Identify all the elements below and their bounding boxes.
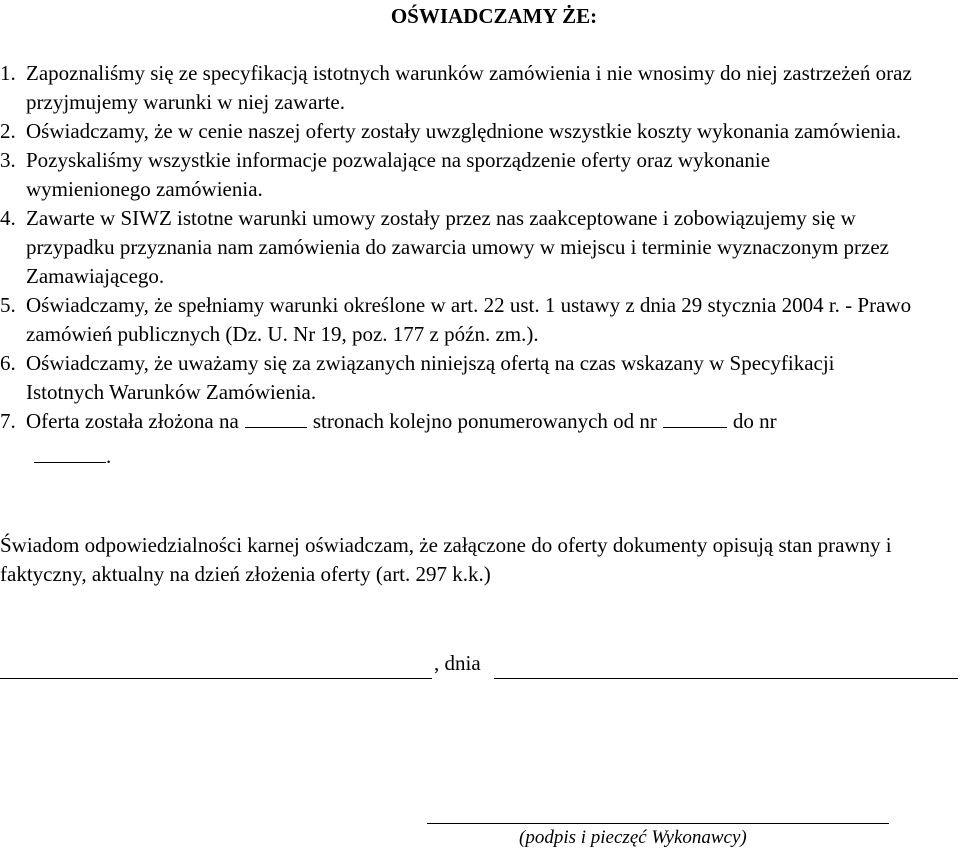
page-from-field[interactable] [663,407,727,428]
item-continuation [26,436,955,471]
declarations-list [0,59,955,471]
liability-statement: Świadom odpowiedzialności karnej oświadczam, że załączone do oferty dokumenty opisują stan prawny i faktyczny, aktualny na dzień złożenia oferty (art. 297 k.k.) [0,533,892,586]
item-text: do nr [732,409,777,433]
signature-field[interactable] [427,823,889,824]
item-number: 7. [0,409,16,433]
item-text: Zawarte w SIWZ istotne warunki umowy zostały przez nas zaakceptowane i zobowiązujemy się w przypadku przyznania nam zamówienia do zawarcia umowy w miejscu i terminie wyznaczonym przez Zamawiającego. [26,206,889,288]
place-date-row [0,649,960,681]
item-number: 4. [0,206,16,230]
date-field[interactable] [494,678,958,679]
list-item [0,117,955,146]
item-text: Pozyskaliśmy wszystkie informacje pozwalające na sporządzenie oferty oraz wykonanie wymienionego zamówienia. [26,148,771,201]
list-item [0,291,955,349]
item-end: . [106,444,112,468]
item-number: 3. [0,148,16,172]
item-text: Oferta została złożona na [26,409,239,433]
item-number: 6. [0,351,16,375]
date-label: , dnia [434,651,481,675]
list-item [0,204,955,291]
item-text: Oświadczamy, że spełniamy warunki określone w art. 22 ust. 1 ustawy z dnia 29 stycznia 2004 r. - Prawo zamówień publicznych (Dz. U. Nr 19, poz. 177 z późn. zm.). [26,293,912,346]
list-item [0,349,955,407]
place-field[interactable] [0,678,432,679]
list-item-pages [0,407,955,471]
page-title: OŚWIADCZAMY ŻE: [390,4,598,28]
item-number: 5. [0,293,16,317]
item-text: stronach kolejno ponumerowanych od nr [312,409,657,433]
item-text: Oświadczamy, że uważamy się za związanych niniejszą ofertą na czas wskazany w Specyfikacji Istotnych Warunków Zamówienia. [26,351,835,404]
item-number: 2. [0,119,16,143]
item-text: Zapoznaliśmy się ze specyfikacją istotnych warunków zamówienia i nie wnosimy do niej zastrzeżeń oraz przyjmujemy warunki w niej zawarte. [26,61,912,114]
signature-caption: (podpis i pieczęć Wykonawcy) [519,827,747,848]
list-item [0,59,955,117]
item-text: Oświadczamy, że w cenie naszej oferty zostały uwzględnione wszystkie koszty wykonania zamówienia. [26,119,902,143]
item-number: 1. [0,61,16,85]
pages-count-field[interactable] [245,407,307,428]
list-item [0,146,955,204]
page-to-field[interactable] [34,442,106,463]
